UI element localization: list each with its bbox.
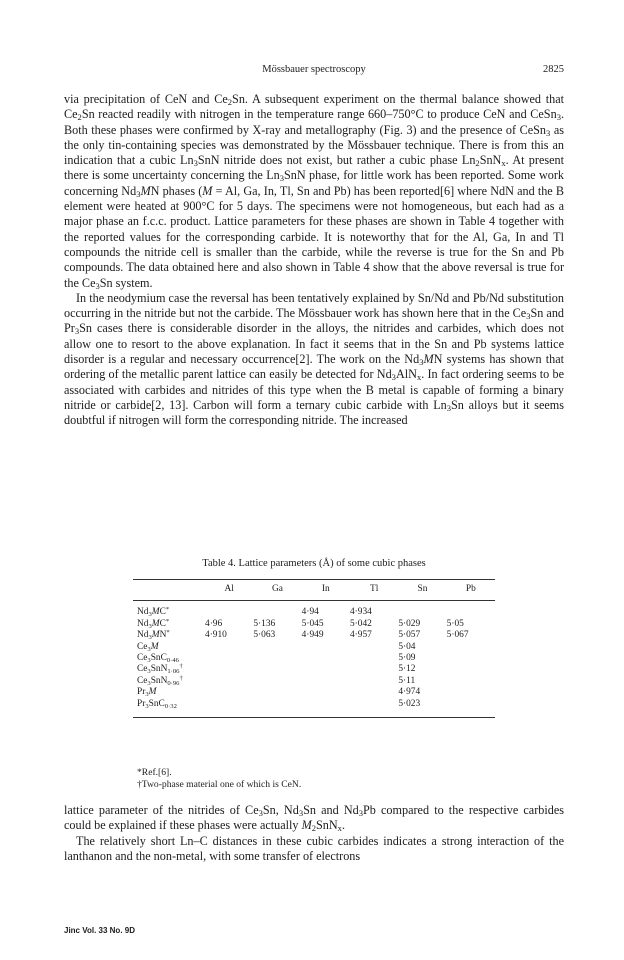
row-label bbox=[133, 630, 205, 641]
table-cell: 5·029 bbox=[398, 618, 421, 629]
text-run: N systems has shown that ordering of the metallic parent lattice can easily be detected for Nd bbox=[64, 352, 565, 382]
column-header bbox=[133, 580, 205, 601]
table-cell: 5·057 bbox=[398, 630, 421, 641]
subscript: 3 bbox=[147, 657, 151, 665]
paragraph-3 bbox=[64, 803, 564, 834]
row-label bbox=[133, 676, 205, 687]
subscript: x bbox=[337, 823, 342, 834]
superscript: * bbox=[165, 606, 170, 614]
footnote: †Two-phase material one of which is CeN. bbox=[137, 779, 302, 790]
superscript: * bbox=[166, 629, 170, 637]
table-cell: 5·136 bbox=[253, 618, 276, 629]
table-cell: 5·042 bbox=[349, 618, 372, 629]
table-body bbox=[133, 601, 495, 718]
table-cell bbox=[447, 601, 495, 619]
subscript: 2 bbox=[77, 112, 82, 123]
table-cell bbox=[447, 664, 495, 675]
row-label bbox=[133, 664, 205, 675]
text-run: Sn alloys but it seems doubtful if nitrogen will form the corresponding nitride. The increased bbox=[64, 397, 564, 428]
superscript: † bbox=[179, 663, 183, 671]
text-run: Ce bbox=[137, 664, 148, 675]
subscript: 3 bbox=[95, 280, 100, 291]
subscript: 3 bbox=[391, 372, 396, 383]
table-cell bbox=[350, 699, 398, 718]
row-label bbox=[133, 699, 205, 718]
table-cell: 4·974 bbox=[398, 687, 421, 698]
text-run: Nd bbox=[137, 607, 149, 618]
text-run: SnN bbox=[150, 664, 168, 675]
subscript: 3 bbox=[145, 691, 149, 699]
page-number: 2825 bbox=[543, 64, 564, 75]
text-run: . bbox=[341, 818, 345, 833]
table-cell: 4·910 bbox=[205, 630, 227, 641]
table-cell: 4·96 bbox=[205, 618, 223, 629]
subscript: 3 bbox=[148, 622, 152, 630]
text-run: C bbox=[159, 618, 166, 629]
text-run: via precipitation of CeN and Ce bbox=[64, 92, 228, 106]
subscript: 2 bbox=[311, 823, 316, 834]
table-cell bbox=[253, 699, 301, 718]
subscript: x bbox=[501, 158, 506, 169]
row-label bbox=[133, 642, 205, 653]
table-cell bbox=[253, 676, 301, 687]
table-cell bbox=[302, 653, 350, 664]
row-label bbox=[133, 687, 205, 698]
footnote: *Ref.[6]. bbox=[137, 767, 172, 778]
text-run: Ce bbox=[137, 675, 148, 686]
text-run: SnN bbox=[479, 153, 502, 168]
table-cell: 4·957 bbox=[349, 630, 372, 641]
text-run: N phases ( bbox=[150, 183, 203, 198]
text-run: Sn and Pr bbox=[64, 306, 565, 336]
subscript: 0·32 bbox=[164, 702, 177, 710]
table-cell bbox=[205, 676, 253, 687]
table-cell bbox=[253, 664, 301, 675]
table-cell: 5·063 bbox=[253, 630, 276, 641]
subscript: 3 bbox=[546, 127, 551, 138]
subscript: 3 bbox=[298, 808, 304, 818]
subscript: 0·96 bbox=[167, 679, 180, 687]
text-run: Nd bbox=[137, 630, 149, 641]
column-header: Sn bbox=[398, 580, 446, 601]
table-row bbox=[133, 653, 495, 664]
subscript: 3 bbox=[147, 668, 151, 676]
text-run: Sn, Nd bbox=[262, 803, 299, 817]
text-run: SnC bbox=[150, 653, 167, 664]
table-cell bbox=[398, 601, 446, 619]
table-row bbox=[133, 642, 495, 653]
table-cell bbox=[253, 653, 301, 664]
text-run: Sn reacted readily with nitrogen in the temperature range 660–750°C to produce CeN and CeSn bbox=[81, 107, 557, 122]
subscript: 3 bbox=[145, 702, 149, 710]
text-run: = Al, Ga, In, Tl, Sn and Pb) has been reported[6] where NdN and the B element were heated at 900°C for 5 days. The specimens were not homogeneous, but each had as a major phase an f.c.c. product. Lattice parameters for these phases are shown in Table 4 together with the reported values for the corresponding carbide. It is noteworthy that for the Al, Ga, In and Tl compounds the nitride cell is smaller than the carbide, while the reverse is true for the Sn and Pb compounds. The data obtained here and also shown in Table 4 show that the above reversal is true for the Ce bbox=[64, 183, 564, 290]
table-caption: Table 4. Lattice parameters (Å) of some cubic phases bbox=[202, 558, 426, 569]
table-cell bbox=[447, 676, 495, 687]
table-cell: 4·949 bbox=[301, 630, 324, 641]
italic-text: M bbox=[151, 630, 160, 641]
italic-text: M bbox=[301, 818, 312, 833]
subscript: 3 bbox=[446, 402, 452, 413]
text-run: as the only tin-containing species was demonstrated by the Mössbauer technique. There is from this an indication that a cubic Ln bbox=[64, 122, 564, 168]
table-cell bbox=[447, 687, 495, 698]
superscript: † bbox=[179, 674, 183, 682]
text-run: AlN bbox=[395, 367, 417, 382]
table-cell bbox=[447, 642, 495, 653]
table-cell bbox=[205, 601, 253, 619]
subscript: x bbox=[416, 372, 422, 383]
text-run: SnC bbox=[148, 698, 165, 709]
table-cell: 4·94 bbox=[301, 607, 319, 618]
italic-text: M bbox=[151, 607, 160, 618]
paragraph-1 bbox=[64, 92, 564, 291]
table-cell bbox=[302, 664, 350, 675]
table-cell bbox=[302, 642, 350, 653]
table-header-row bbox=[133, 580, 495, 601]
table-cell bbox=[350, 676, 398, 687]
text-run: Pb compared to the respective carbides could be explained if these phases were actually bbox=[64, 803, 564, 833]
column-header: In bbox=[302, 580, 350, 601]
subscript: 0·46 bbox=[166, 657, 179, 665]
subscript: 3 bbox=[258, 808, 263, 818]
journal-footer: Jinc Vol. 33 No. 9D bbox=[64, 926, 135, 935]
table-row bbox=[133, 630, 495, 641]
text-run: Sn. A subsequent experiment on the thermal balance showed that Ce bbox=[64, 92, 565, 122]
text-run: SnN phase, for little work has been reported. Some work concerning Nd bbox=[64, 168, 565, 198]
table-cell: 5·04 bbox=[398, 641, 416, 652]
table-row bbox=[133, 601, 495, 619]
subscript: 3 bbox=[358, 808, 363, 818]
subscript: 3 bbox=[74, 326, 80, 337]
table-cell: 5·067 bbox=[446, 630, 469, 641]
table-cell bbox=[302, 687, 350, 698]
table-cell bbox=[253, 687, 301, 698]
subscript: 3 bbox=[526, 311, 531, 322]
column-header: Tl bbox=[350, 580, 398, 601]
table-cell bbox=[302, 699, 350, 718]
subscript: 3 bbox=[148, 634, 152, 642]
italic-text: M bbox=[202, 183, 213, 198]
subscript: 3 bbox=[148, 611, 152, 619]
subscript: 3 bbox=[556, 112, 561, 123]
running-title: Mössbauer spectroscopy bbox=[262, 64, 366, 75]
table-cell bbox=[253, 642, 301, 653]
table-cell bbox=[253, 601, 301, 619]
subscript: 3 bbox=[147, 679, 151, 687]
table-cell bbox=[205, 664, 253, 675]
italic-text: M bbox=[150, 641, 159, 652]
subscript: 3 bbox=[147, 645, 151, 653]
text-run: SnN nitride does not exist, but rather a cubic phase Ln bbox=[197, 153, 476, 168]
text-run: SnN bbox=[315, 818, 338, 833]
superscript: * bbox=[165, 617, 170, 625]
table-cell bbox=[205, 699, 253, 718]
text-run: Pr bbox=[137, 687, 146, 698]
table-cell: 5·12 bbox=[398, 664, 416, 675]
table-cell: 5·11 bbox=[398, 675, 416, 686]
text-run: Nd bbox=[137, 618, 149, 629]
table-cell bbox=[350, 642, 398, 653]
italic-text: M bbox=[151, 618, 160, 629]
table-cell bbox=[447, 699, 495, 718]
column-header: Ga bbox=[253, 580, 301, 601]
text-run: . In fact ordering seems to be associated with carbides and nitrides of this type when the B metal is capable of forming a binary nitride or carbide[2, 13]. Carbon will form a ternary cubic carbide with Ln bbox=[64, 367, 564, 412]
subscript: 3 bbox=[136, 188, 141, 199]
column-header: Al bbox=[205, 580, 253, 601]
text-run: . Both these phases were confirmed by X-ray and metallography (Fig. 3) and the presence of CeSn bbox=[64, 107, 564, 137]
body-text-top bbox=[64, 92, 564, 429]
table-row bbox=[133, 687, 495, 698]
table-cell bbox=[302, 676, 350, 687]
table-cell bbox=[205, 642, 253, 653]
text-run: lattice parameter of the nitrides of Ce bbox=[64, 803, 259, 817]
italic-text: M bbox=[148, 687, 157, 698]
text-run: Sn and Nd bbox=[303, 803, 359, 817]
lattice-parameters-table bbox=[133, 579, 495, 718]
subscript: 1·06 bbox=[167, 668, 180, 676]
table-cell bbox=[350, 687, 398, 698]
subscript: 2 bbox=[475, 158, 480, 169]
text-run: . At present there is some uncertainty concerning the Ln bbox=[64, 153, 565, 183]
text-run: Sn system. bbox=[99, 275, 153, 290]
paragraph-2 bbox=[64, 291, 564, 429]
table-cell bbox=[205, 653, 253, 664]
table-row bbox=[133, 676, 495, 687]
table-cell: 5·05 bbox=[446, 618, 464, 629]
table-cell bbox=[350, 664, 398, 675]
running-header bbox=[64, 64, 564, 78]
text-run: Pr bbox=[137, 698, 146, 709]
italic-text: M bbox=[140, 183, 151, 198]
subscript: 3 bbox=[419, 357, 424, 368]
body-text-bottom bbox=[64, 803, 564, 864]
table-row bbox=[133, 619, 495, 630]
table-cell: 5·023 bbox=[398, 699, 446, 718]
table-cell: 5·045 bbox=[301, 618, 324, 629]
table-row bbox=[133, 664, 495, 675]
table-cell bbox=[447, 653, 495, 664]
subscript: 2 bbox=[227, 97, 233, 107]
text-run: Ce bbox=[137, 641, 148, 652]
row-label bbox=[133, 601, 205, 619]
text-run: The relatively short Ln–C distances in these cubic carbides indicates a strong interaction of the lanthanon and the non-metal, with some transfer of electrons bbox=[64, 833, 564, 863]
table-cell bbox=[205, 687, 253, 698]
text-run: Ce bbox=[137, 653, 148, 664]
table-footnotes bbox=[137, 767, 301, 791]
italic-text: M bbox=[423, 352, 434, 367]
column-header: Pb bbox=[447, 580, 495, 601]
table-cell: 5·09 bbox=[398, 653, 416, 664]
text-run: SnN bbox=[150, 675, 168, 686]
text-run: C bbox=[159, 607, 166, 618]
table-row bbox=[133, 699, 495, 718]
table-cell bbox=[350, 653, 398, 664]
paragraph-4 bbox=[64, 834, 564, 865]
text-run: In the neodymium case the reversal has been tentatively explained by Sn/Nd and Pb/Nd substitution occurring in the nitride but not the carbide. The Mössbauer work has shown here that in the Ce bbox=[64, 290, 564, 321]
text-run: N bbox=[159, 630, 167, 641]
subscript: 3 bbox=[193, 158, 198, 169]
subscript: 3 bbox=[279, 173, 285, 184]
table-cell: 4·934 bbox=[349, 607, 372, 618]
row-label bbox=[133, 653, 205, 664]
text-run: Sn cases there is considerable disorder in the alloys, the nitrides and carbides, which does not allow one to resort to the above explanation. In fact it seems that in the Sn and Pb systems lattice disorder is a regular and necessary occurrence[2]. The work on the Nd bbox=[64, 321, 564, 367]
